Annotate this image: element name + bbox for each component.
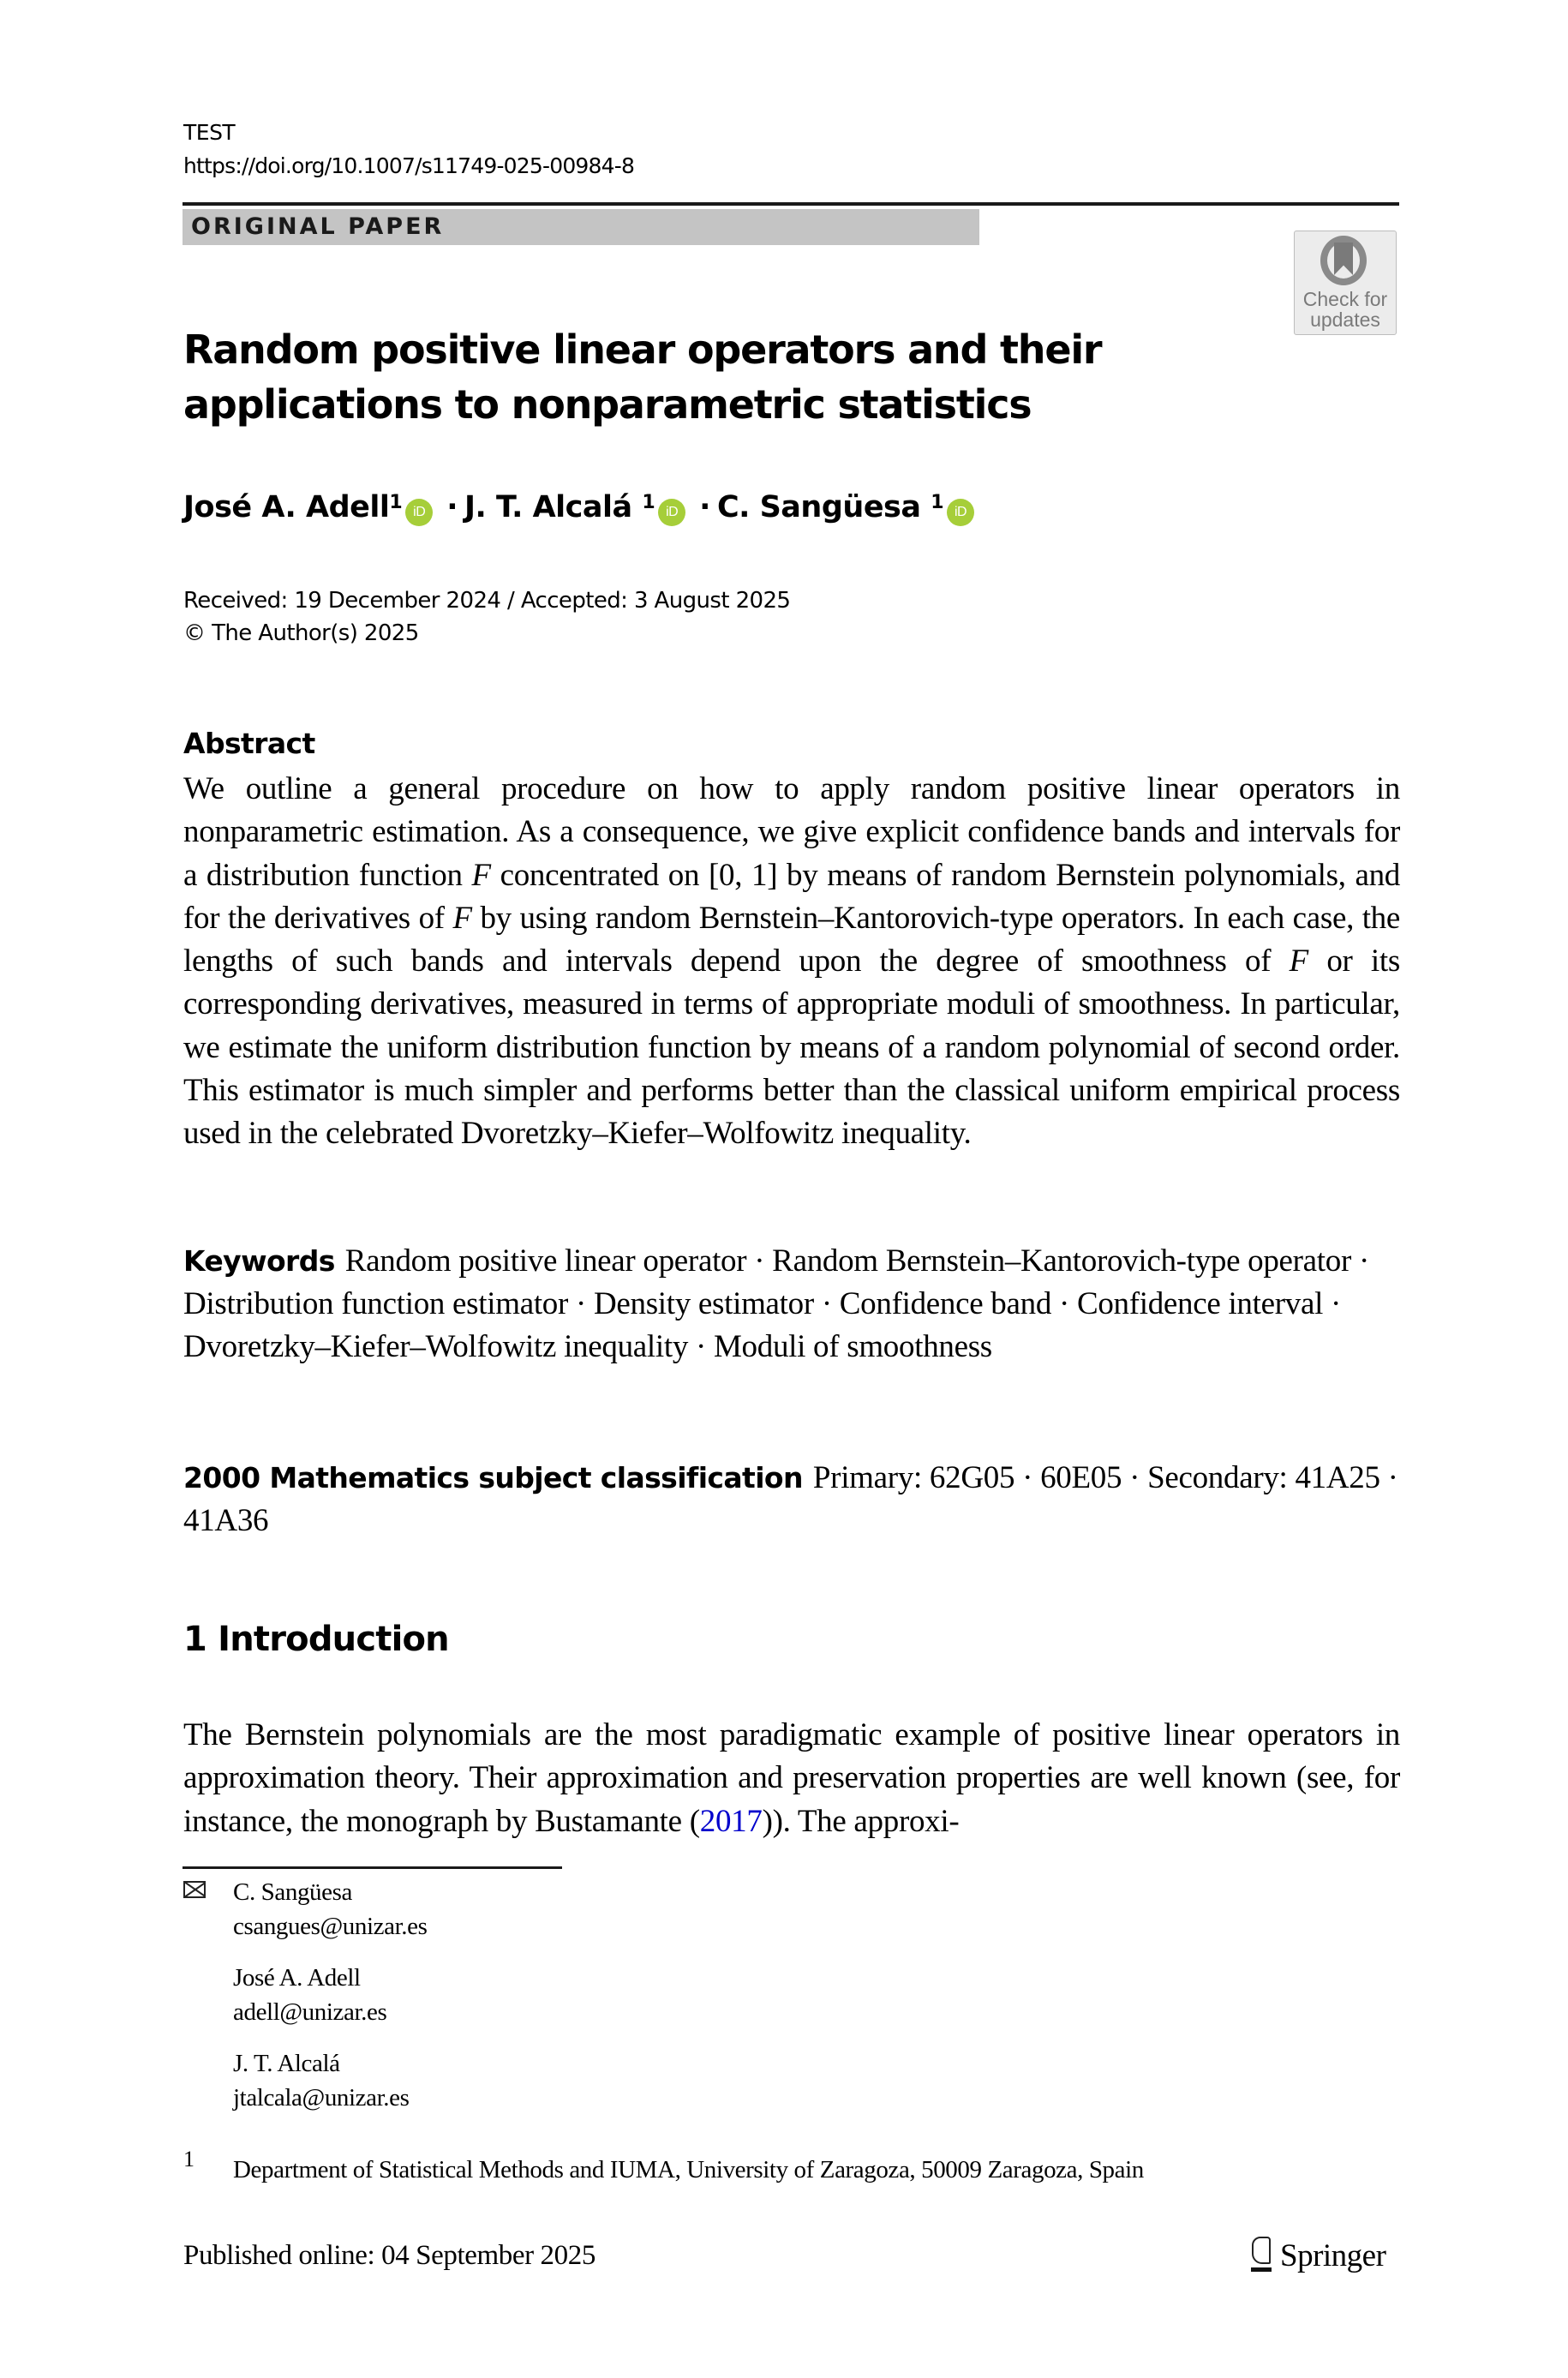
author-name[interactable]: C. Sangüesa bbox=[716, 490, 921, 524]
contact-name: C. Sangüesa bbox=[233, 1878, 352, 1906]
author-separator: · bbox=[446, 490, 458, 524]
intro-text: The Bernstein polynomials are the most paradigmatic example of positive linear operators in approximation theory. Their approximation and preservation properties are well known (see, for instance, the monograph by Bustamante ( bbox=[183, 1717, 1400, 1839]
springer-horse-icon bbox=[1249, 2237, 1273, 2274]
author-separator: · bbox=[699, 490, 710, 524]
affiliation-number: 1 bbox=[183, 2147, 195, 2171]
check-for-updates-text-2: updates bbox=[1310, 308, 1380, 331]
check-for-updates-badge[interactable] bbox=[1294, 231, 1397, 335]
keywords bbox=[183, 1240, 1400, 1369]
copyright: © The Author(s) 2025 bbox=[183, 620, 419, 646]
author-name[interactable]: José A. Adell bbox=[183, 490, 390, 524]
keywords-label: Keywords bbox=[183, 1244, 335, 1278]
published-date: Published online: 04 September 2025 bbox=[183, 2240, 595, 2271]
header-rule bbox=[183, 202, 1399, 206]
intro-text: )). The approxi- bbox=[762, 1803, 960, 1839]
abstract-text: We outline a general procedure on how to apply random positive linear operators in nonparametric estimation. As a consequence, we give explicit confidence bands and intervals for a distribution function bbox=[183, 771, 1400, 893]
footnote-rule bbox=[183, 1866, 562, 1869]
msc-label: 2000 Mathematics subject classification bbox=[183, 1461, 803, 1494]
orcid-icon[interactable]: iD bbox=[947, 499, 974, 526]
affiliation-marker: 1 bbox=[642, 491, 655, 513]
contact-name: José A. Adell bbox=[233, 1964, 361, 1992]
affiliation-marker: 1 bbox=[389, 491, 403, 513]
orcid-icon[interactable]: iD bbox=[405, 499, 433, 526]
abstract-text: by using random Bernstein–Kantorovich-type operators. In each case, the lengths of such bands and intervals depend upon the degree of smoothness of bbox=[183, 900, 1400, 979]
author-name[interactable]: J. T. Alcalá bbox=[464, 490, 632, 524]
affiliation-marker: 1 bbox=[931, 491, 944, 513]
abstract-body bbox=[183, 768, 1400, 1156]
check-for-updates-text: Check for bbox=[1302, 288, 1388, 310]
abstract-text: concentrated on [0, 1] by means of random Bernstein polynomials, and for the derivatives of bbox=[183, 857, 1400, 936]
article-type-bar bbox=[183, 209, 979, 245]
contact-name: J. T. Alcalá bbox=[233, 2050, 340, 2077]
affiliation: Department of Statistical Methods and IUMA, University of Zaragoza, 50009 Zaragoza, Spain bbox=[233, 2156, 1144, 2183]
math-symbol: F bbox=[452, 900, 472, 936]
journal-name: TEST bbox=[183, 120, 236, 145]
publication-dates bbox=[183, 584, 790, 650]
keywords-text: Random positive linear operator · Random Bernstein–Kantorovich-type operator · Distribution function estimator · Density estimator · Confidence band · Confidence interval · Dvoretzky–Kiefer–Wolfowitz inequality · Moduli of smoothness bbox=[183, 1243, 1369, 1364]
subject-classification bbox=[183, 1457, 1400, 1542]
paper-title: Random positive linear operators and their applications to nonparametric statistics bbox=[183, 326, 1102, 428]
citation-link[interactable]: 2017 bbox=[699, 1803, 763, 1839]
abstract-heading: Abstract bbox=[183, 727, 315, 760]
envelope-icon bbox=[183, 1881, 206, 1898]
section-heading-introduction: 1 Introduction bbox=[183, 1620, 449, 1659]
introduction-text bbox=[183, 1714, 1400, 1843]
math-symbol: F bbox=[471, 857, 491, 893]
doi-link[interactable]: https://doi.org/10.1007/s11749-025-00984-8 bbox=[183, 153, 635, 178]
author-list bbox=[183, 490, 981, 524]
publisher-name: Springer bbox=[1280, 2237, 1386, 2273]
received-accepted: Received: 19 December 2024 / Accepted: 3 August 2025 bbox=[183, 588, 791, 614]
contact-email[interactable]: jtalcala@unizar.es bbox=[233, 2084, 410, 2111]
publisher-logo bbox=[1249, 2237, 1385, 2274]
abstract-text: or its corresponding derivatives, measured in terms of appropriate moduli of smoothness. In particular, we estimate the uniform distribution function by means of a random polynomial of second order. This estimator is much simpler and performs better than the classical uniform empirical process used in the celebrated Dvoretzky–Kiefer–Wolfowitz inequality. bbox=[183, 943, 1400, 1152]
math-symbol: F bbox=[1289, 943, 1308, 979]
article-type-label: ORIGINAL PAPER bbox=[191, 213, 445, 240]
contact-email[interactable]: adell@unizar.es bbox=[233, 1998, 387, 2026]
msc-text: Primary: 62G05 · 60E05 · Secondary: 41A25 · 41A36 bbox=[183, 1460, 1398, 1538]
orcid-icon[interactable]: iD bbox=[658, 499, 685, 526]
contact-email[interactable]: csangues@unizar.es bbox=[233, 1913, 428, 1940]
